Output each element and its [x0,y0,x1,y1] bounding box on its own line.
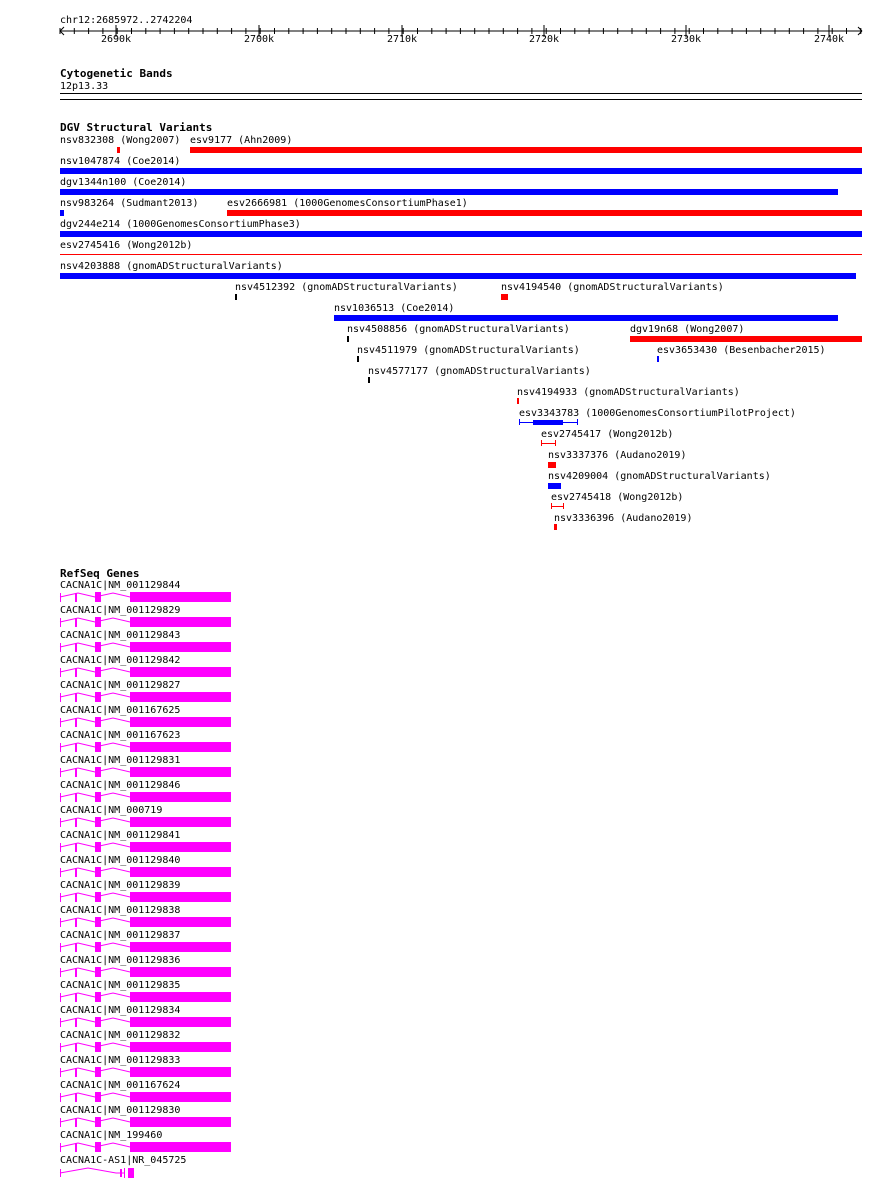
gene-exon [130,792,231,802]
gene-exon [75,718,77,727]
gene-exon [95,817,101,827]
ruler-tick-label: 2720k [528,34,560,45]
gene-exon [75,643,77,652]
gene-exon [95,942,101,952]
gene-label[interactable]: CACNA1C|NM_001129830 [60,1105,181,1116]
gene-exon [130,1042,231,1052]
gene-exon [95,1092,101,1102]
dgv-variant-label[interactable]: nsv4577177 (gnomADStructuralVariants) [368,366,591,377]
dgv-variant-line[interactable] [551,506,563,507]
gene-exon [95,892,101,902]
dgv-variant-bar[interactable] [60,210,64,216]
coordinate-range: chr12:2685972..2742204 [60,15,193,26]
gene-model[interactable] [58,992,238,1004]
gene-model[interactable] [58,867,238,879]
gene-exon [95,992,101,1002]
dgv-variant-bar[interactable] [548,483,561,489]
gene-exon [75,868,77,877]
gene-exon [60,868,61,877]
dgv-variant-bar[interactable] [368,377,370,383]
gene-exon [75,693,77,702]
gene-model[interactable] [58,1142,238,1154]
gene-model[interactable] [58,1092,238,1104]
dgv-variant-label[interactable]: nsv4511979 (gnomADStructuralVariants) [357,345,580,356]
gene-label[interactable]: CACNA1C|NM_001167625 [60,705,181,716]
dgv-variant-label[interactable]: nsv3336396 (Audano2019) [554,513,693,524]
gene-exon [75,843,77,852]
dgv-variant-label[interactable]: nsv983264 (Sudmant2013) [60,198,199,209]
gene-label[interactable]: CACNA1C|NM_001129831 [60,755,181,766]
gene-exon [130,842,231,852]
gene-model[interactable] [58,667,238,679]
gene-label[interactable]: CACNA1C|NM_001129843 [60,630,181,641]
gene-exon [60,1093,61,1102]
cytoband-label: 12p13.33 [60,81,109,92]
gene-exon [75,1143,77,1152]
gene-model[interactable] [58,1067,238,1079]
gene-exon [75,993,77,1002]
gene-exon [95,1142,101,1152]
cytoband-line-bottom [60,99,862,100]
dgv-variant-bar[interactable] [554,524,557,530]
gene-exon [130,1142,231,1152]
gene-exon [95,642,101,652]
dgv-variant-end [541,440,542,446]
dgv-variant-label[interactable]: esv9177 (Ahn2009) [190,135,293,146]
gene-exon [60,918,61,927]
gene-exon [130,667,231,677]
gene-exon [75,1043,77,1052]
gene-model[interactable] [58,942,238,954]
gene-exon [130,642,231,652]
gene-exon [60,693,61,702]
gene-exon [75,1068,77,1077]
gene-exon [95,617,101,627]
gene-exon [75,1118,77,1127]
gene-exon [75,668,77,677]
gene-exon [124,1168,125,1178]
gene-exon [60,593,61,602]
dgv-variant-label[interactable]: nsv3337376 (Audano2019) [548,450,687,461]
gene-exon [60,618,61,627]
gene-exon [75,943,77,952]
cytoband-line-top [60,93,862,94]
gene-exon [95,692,101,702]
dgv-variant-label[interactable]: nsv1047874 (Coe2014) [60,156,181,167]
gene-model[interactable] [58,742,238,754]
gene-label[interactable]: CACNA1C|NM_001167623 [60,730,181,741]
gene-model[interactable] [58,692,238,704]
gene-exon [130,692,231,702]
gene-exon [95,867,101,877]
gene-model[interactable] [58,1117,238,1129]
gene-exon [130,767,231,777]
gene-label[interactable]: CACNA1C|NM_001129827 [60,680,181,691]
dgv-variant-bar[interactable] [657,356,659,362]
track-title-refseq: RefSeq Genes [60,567,140,580]
dgv-variant-bar[interactable] [548,462,556,468]
gene-model[interactable] [58,642,238,654]
gene-exon [60,993,61,1002]
gene-exon [75,743,77,752]
gene-exon [60,1043,61,1052]
gene-exon [75,618,77,627]
gene-exon [95,967,101,977]
dgv-variant-bar[interactable] [117,147,120,153]
gene-model[interactable] [58,892,238,904]
ruler-tick-label: 2710k [386,34,418,45]
gene-exon [130,992,231,1002]
gene-exon [95,717,101,727]
dgv-variant-bar[interactable] [60,254,862,255]
ruler-tick-label: 2690k [100,34,132,45]
dgv-variant-bar[interactable] [60,189,838,195]
gene-exon [130,1017,231,1027]
gene-model[interactable] [58,1167,238,1179]
dgv-variant-bar[interactable] [357,356,359,362]
gene-label[interactable]: CACNA1C|NM_001129840 [60,855,181,866]
gene-exon [60,893,61,902]
gene-exon [95,1017,101,1027]
dgv-variant-bar[interactable] [60,168,862,174]
gene-exon [60,818,61,827]
gene-exon [95,667,101,677]
gene-exon [60,743,61,752]
gene-exon [95,792,101,802]
gene-label[interactable]: CACNA1C|NM_001129835 [60,980,181,991]
gene-exon [75,1093,77,1102]
gene-exon [128,1168,134,1178]
gene-exon [130,892,231,902]
gene-exon [60,793,61,802]
gene-label[interactable]: CACNA1C-AS1|NR_045725 [60,1155,187,1166]
dgv-variant-bar[interactable] [501,294,508,300]
dgv-variant-bar[interactable] [347,336,349,342]
gene-exon [60,843,61,852]
gene-exon [60,1068,61,1077]
dgv-variant-end [519,419,520,425]
gene-label[interactable]: CACNA1C|NM_001167624 [60,1080,181,1091]
gene-label[interactable]: CACNA1C|NM_000719 [60,805,163,816]
dgv-variant-end [551,503,552,509]
dgv-variant-label[interactable]: dgv1344n100 (Coe2014) [60,177,187,188]
dgv-variant-bar[interactable] [60,273,856,279]
dgv-variant-label[interactable]: nsv4508856 (gnomADStructuralVariants) [347,324,570,335]
gene-model[interactable] [58,717,238,729]
gene-exon [75,918,77,927]
gene-exon [75,793,77,802]
gene-exon [130,617,231,627]
dgv-variant-bar[interactable] [190,147,862,153]
gene-model[interactable] [58,842,238,854]
gene-label[interactable]: CACNA1C|NM_001129838 [60,905,181,916]
gene-exon [60,1143,61,1152]
gene-exon [60,1118,61,1127]
gene-exon [60,1169,61,1177]
gene-exon [60,643,61,652]
gene-model[interactable] [58,967,238,979]
gene-exon [120,1169,122,1177]
gene-exon [130,717,231,727]
ruler-tick-label: 2700k [243,34,275,45]
gene-model[interactable] [58,817,238,829]
gene-exon [130,942,231,952]
gene-label[interactable]: CACNA1C|NM_001129846 [60,780,181,791]
gene-exon [130,592,231,602]
dgv-variant-label[interactable]: nsv4194933 (gnomADStructuralVariants) [517,387,740,398]
gene-model[interactable] [58,767,238,779]
gene-label[interactable]: CACNA1C|NM_001129837 [60,930,181,941]
gene-label[interactable]: CACNA1C|NM_001129842 [60,655,181,666]
gene-model[interactable] [58,592,238,604]
gene-exon [60,1018,61,1027]
gene-exon [95,1042,101,1052]
gene-exon [75,893,77,902]
gene-label[interactable]: CACNA1C|NM_001129844 [60,580,181,591]
dgv-variant-label[interactable]: esv3653430 (Besenbacher2015) [657,345,826,356]
gene-model[interactable] [58,792,238,804]
dgv-variant-bar[interactable] [235,294,237,300]
gene-exon [95,1067,101,1077]
dgv-variant-label[interactable]: nsv4512392 (gnomADStructuralVariants) [235,282,458,293]
dgv-variant-end [577,419,578,425]
gene-exon [60,718,61,727]
dgv-variant-bar[interactable] [334,315,838,321]
gene-label[interactable]: CACNA1C|NM_001129836 [60,955,181,966]
dgv-variant-label[interactable]: esv2745417 (Wong2012b) [541,429,674,440]
dgv-variant-label[interactable]: esv2745418 (Wong2012b) [551,492,684,503]
dgv-variant-label[interactable]: esv2666981 (1000GenomesConsortiumPhase1) [227,198,468,209]
dgv-variant-label[interactable]: nsv4203888 (gnomADStructuralVariants) [60,261,283,272]
dgv-variant-label[interactable]: nsv4194540 (gnomADStructuralVariants) [501,282,724,293]
gene-exon [95,842,101,852]
gene-exon [130,1067,231,1077]
dgv-variant-label[interactable]: nsv832308 (Wong2007) [60,135,181,146]
gene-exon [130,917,231,927]
gene-model[interactable] [58,917,238,929]
gene-exon [130,867,231,877]
gene-exon [95,1117,101,1127]
dgv-variant-bar[interactable] [60,231,862,237]
track-title-dgv: DGV Structural Variants [60,121,213,134]
dgv-variant-label[interactable]: dgv19n68 (Wong2007) [630,324,745,335]
gene-exon [95,767,101,777]
dgv-variant-bar[interactable] [533,420,563,425]
gene-exon [75,818,77,827]
gene-label[interactable]: CACNA1C|NM_199460 [60,1130,163,1141]
gene-exon [130,1092,231,1102]
dgv-variant-bar[interactable] [517,398,519,404]
dgv-variant-label[interactable]: nsv1036513 (Coe2014) [334,303,455,314]
gene-exon [60,668,61,677]
dgv-variant-label[interactable]: dgv244e214 (1000GenomesConsortiumPhase3) [60,219,301,230]
gene-exon [95,592,101,602]
dgv-variant-label[interactable]: esv2745416 (Wong2012b) [60,240,193,251]
gene-intron [60,1168,124,1173]
ruler-tick-label: 2730k [670,34,702,45]
gene-exon [75,768,77,777]
track-title-cytoband: Cytogenetic Bands [60,67,173,80]
dgv-variant-bar[interactable] [227,210,862,216]
gene-exon [75,968,77,977]
gene-label[interactable]: CACNA1C|NM_001129829 [60,605,181,616]
ruler[interactable] [0,24,890,44]
gene-model[interactable] [58,1042,238,1054]
dgv-variant-end [563,503,564,509]
dgv-variant-label[interactable]: esv3343783 (1000GenomesConsortiumPilotProject) [519,408,796,419]
dgv-variant-line[interactable] [541,443,555,444]
gene-exon [75,593,77,602]
gene-exon [60,968,61,977]
gene-label[interactable]: CACNA1C|NM_001129833 [60,1055,181,1066]
gene-exon [130,967,231,977]
ruler-tick-label: 2740k [813,34,845,45]
dgv-variant-label[interactable]: nsv4209004 (gnomADStructuralVariants) [548,471,771,482]
gene-label[interactable]: CACNA1C|NM_001129832 [60,1030,181,1041]
gene-label[interactable]: CACNA1C|NM_001129834 [60,1005,181,1016]
gene-exon [95,917,101,927]
gene-exon [130,1117,231,1127]
dgv-variant-bar[interactable] [630,336,862,342]
gene-label[interactable]: CACNA1C|NM_001129841 [60,830,181,841]
gene-model[interactable] [58,617,238,629]
gene-exon [130,817,231,827]
dgv-variant-end [555,440,556,446]
gene-exon [60,768,61,777]
gene-model[interactable] [58,1017,238,1029]
gene-exon [130,742,231,752]
gene-exon [75,1018,77,1027]
gene-exon [95,742,101,752]
gene-exon [60,943,61,952]
gene-label[interactable]: CACNA1C|NM_001129839 [60,880,181,891]
